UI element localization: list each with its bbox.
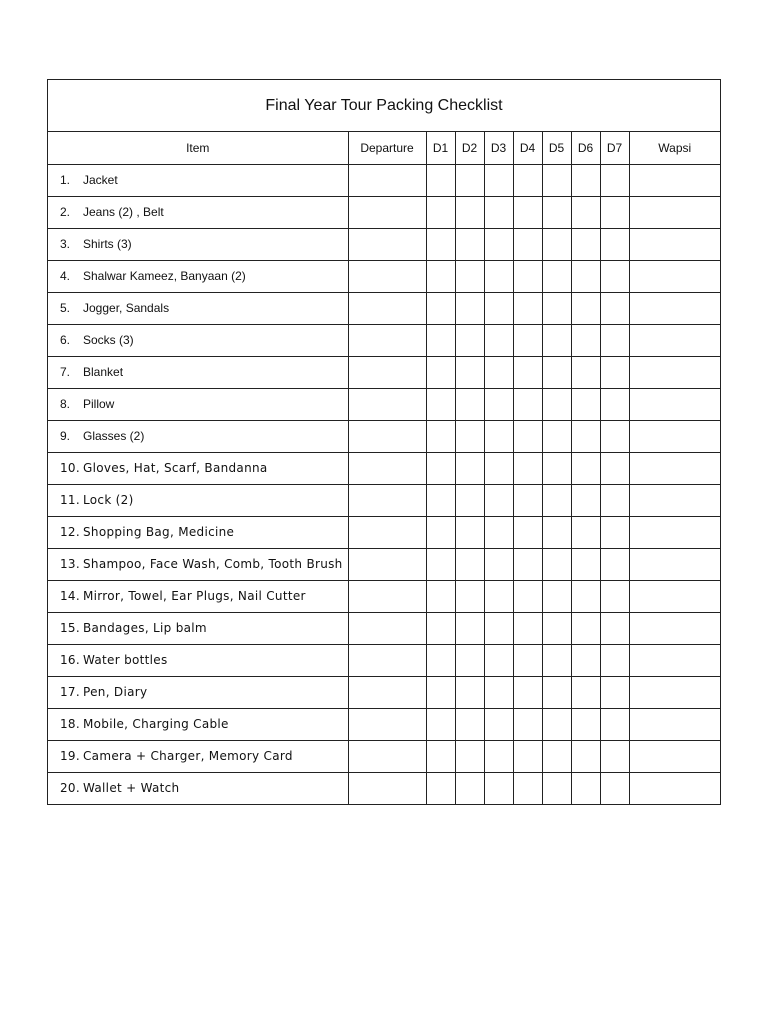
item-label: Socks (3) <box>83 332 134 347</box>
check-cell-d1 <box>426 484 455 516</box>
item-number: 12. <box>60 524 80 539</box>
check-cell-d2 <box>455 420 484 452</box>
item-number: 9. <box>60 428 71 443</box>
column-header-d3: D3 <box>484 132 513 164</box>
check-cell-d3 <box>484 516 513 548</box>
check-cell-departure <box>348 164 426 196</box>
check-cell-d2 <box>455 740 484 772</box>
item-number: 20. <box>60 780 80 795</box>
table-row <box>48 612 720 644</box>
check-cell-d4 <box>513 452 542 484</box>
check-cell-d3 <box>484 228 513 260</box>
item-content <box>60 430 348 443</box>
column-header-d2: D2 <box>455 132 484 164</box>
check-cell-d1 <box>426 324 455 356</box>
item-content <box>60 270 348 283</box>
check-cell-d7 <box>600 740 629 772</box>
item-label: Lock (2) <box>83 492 134 507</box>
check-cell-d2 <box>455 292 484 324</box>
check-cell-d3 <box>484 292 513 324</box>
check-cell-wapsi <box>629 548 720 580</box>
check-cell-d6 <box>571 548 600 580</box>
check-cell-d6 <box>571 676 600 708</box>
check-cell-d6 <box>571 420 600 452</box>
item-label: Camera + Charger, Memory Card <box>83 748 293 763</box>
check-cell-d1 <box>426 196 455 228</box>
item-label: Gloves, Hat, Scarf, Bandanna <box>83 460 268 475</box>
table-row <box>48 548 720 580</box>
check-cell-d6 <box>571 388 600 420</box>
table-row <box>48 484 720 516</box>
check-cell-d3 <box>484 676 513 708</box>
check-cell-d1 <box>426 612 455 644</box>
table-row <box>48 580 720 612</box>
check-cell-d6 <box>571 228 600 260</box>
check-cell-wapsi <box>629 612 720 644</box>
item-number: 6. <box>60 332 71 347</box>
check-cell-d5 <box>542 228 571 260</box>
check-cell-departure <box>348 548 426 580</box>
check-cell-d7 <box>600 644 629 676</box>
check-cell-departure <box>348 708 426 740</box>
check-cell-d3 <box>484 324 513 356</box>
check-cell-d1 <box>426 644 455 676</box>
checklist-title: Final Year Tour Packing Checklist <box>48 80 720 132</box>
check-cell-wapsi <box>629 388 720 420</box>
item-number: 13. <box>60 556 80 571</box>
check-cell-departure <box>348 484 426 516</box>
column-header-departure: Departure <box>348 132 426 164</box>
check-cell-d6 <box>571 516 600 548</box>
item-content <box>60 334 348 347</box>
check-cell-d7 <box>600 708 629 740</box>
column-header-d1: D1 <box>426 132 455 164</box>
check-cell-d4 <box>513 196 542 228</box>
column-header-d7: D7 <box>600 132 629 164</box>
table-row <box>48 196 720 228</box>
check-cell-d4 <box>513 580 542 612</box>
check-cell-departure <box>348 292 426 324</box>
check-cell-d7 <box>600 292 629 324</box>
table-row <box>48 676 720 708</box>
check-cell-d2 <box>455 644 484 676</box>
item-number: 2. <box>60 204 71 219</box>
check-cell-d5 <box>542 356 571 388</box>
item-label: Jogger, Sandals <box>83 300 170 315</box>
check-cell-departure <box>348 740 426 772</box>
item-number: 3. <box>60 236 71 251</box>
check-cell-d7 <box>600 228 629 260</box>
check-cell-departure <box>348 452 426 484</box>
item-label: Blanket <box>83 364 124 379</box>
item-cell <box>48 420 348 452</box>
check-cell-d6 <box>571 324 600 356</box>
check-cell-d3 <box>484 772 513 804</box>
item-label: Water bottles <box>83 652 168 667</box>
item-cell <box>48 676 348 708</box>
item-content <box>60 398 348 411</box>
item-number: 10. <box>60 460 80 475</box>
check-cell-d3 <box>484 196 513 228</box>
check-cell-d7 <box>600 196 629 228</box>
check-cell-d3 <box>484 644 513 676</box>
check-cell-departure <box>348 388 426 420</box>
check-cell-d1 <box>426 740 455 772</box>
check-cell-d5 <box>542 196 571 228</box>
item-cell <box>48 388 348 420</box>
check-cell-d3 <box>484 484 513 516</box>
check-cell-wapsi <box>629 676 720 708</box>
check-cell-d1 <box>426 516 455 548</box>
check-cell-d2 <box>455 676 484 708</box>
item-content <box>60 782 348 795</box>
check-cell-d3 <box>484 580 513 612</box>
item-label: Mobile, Charging Cable <box>83 716 229 731</box>
check-cell-wapsi <box>629 644 720 676</box>
item-content <box>60 366 348 379</box>
check-cell-d2 <box>455 580 484 612</box>
table-row <box>48 772 720 804</box>
check-cell-d1 <box>426 452 455 484</box>
item-label: Shirts (3) <box>83 236 132 251</box>
item-cell <box>48 164 348 196</box>
item-label: Pen, Diary <box>83 684 148 699</box>
check-cell-d2 <box>455 388 484 420</box>
check-cell-d6 <box>571 580 600 612</box>
check-cell-departure <box>348 772 426 804</box>
item-content <box>60 750 348 763</box>
check-cell-d7 <box>600 324 629 356</box>
check-cell-d6 <box>571 740 600 772</box>
check-cell-wapsi <box>629 420 720 452</box>
item-number: 8. <box>60 396 71 411</box>
check-cell-d7 <box>600 420 629 452</box>
item-cell <box>48 196 348 228</box>
check-cell-d4 <box>513 484 542 516</box>
check-cell-d5 <box>542 324 571 356</box>
check-cell-d4 <box>513 164 542 196</box>
table-row <box>48 228 720 260</box>
check-cell-wapsi <box>629 580 720 612</box>
item-cell <box>48 516 348 548</box>
check-cell-d4 <box>513 548 542 580</box>
check-cell-d5 <box>542 420 571 452</box>
check-cell-d1 <box>426 548 455 580</box>
check-cell-d1 <box>426 292 455 324</box>
item-content <box>60 590 348 603</box>
item-label: Pillow <box>83 396 115 411</box>
check-cell-d5 <box>542 260 571 292</box>
check-cell-departure <box>348 324 426 356</box>
check-cell-d2 <box>455 260 484 292</box>
check-cell-d5 <box>542 708 571 740</box>
item-content <box>60 174 348 187</box>
item-number: 7. <box>60 364 71 379</box>
item-label: Jeans (2) , Belt <box>83 204 164 219</box>
check-cell-d1 <box>426 260 455 292</box>
checklist-sheet <box>47 79 721 805</box>
check-cell-d3 <box>484 420 513 452</box>
item-cell <box>48 612 348 644</box>
check-cell-d4 <box>513 388 542 420</box>
check-cell-d7 <box>600 548 629 580</box>
check-cell-wapsi <box>629 260 720 292</box>
column-header-d5: D5 <box>542 132 571 164</box>
check-cell-departure <box>348 676 426 708</box>
item-cell <box>48 324 348 356</box>
check-cell-d4 <box>513 228 542 260</box>
item-cell <box>48 548 348 580</box>
check-cell-d6 <box>571 484 600 516</box>
check-cell-departure <box>348 516 426 548</box>
check-cell-d6 <box>571 612 600 644</box>
check-cell-d2 <box>455 484 484 516</box>
check-cell-d6 <box>571 292 600 324</box>
check-cell-departure <box>348 420 426 452</box>
item-content <box>60 494 348 507</box>
check-cell-wapsi <box>629 516 720 548</box>
item-number: 15. <box>60 620 80 635</box>
item-label: Glasses (2) <box>83 428 145 443</box>
check-cell-departure <box>348 260 426 292</box>
check-cell-d4 <box>513 356 542 388</box>
check-cell-d4 <box>513 292 542 324</box>
table-row <box>48 516 720 548</box>
check-cell-departure <box>348 356 426 388</box>
check-cell-wapsi <box>629 708 720 740</box>
check-cell-d5 <box>542 548 571 580</box>
item-label: Bandages, Lip balm <box>83 620 207 635</box>
check-cell-d5 <box>542 580 571 612</box>
check-cell-d5 <box>542 484 571 516</box>
check-cell-wapsi <box>629 164 720 196</box>
check-cell-d3 <box>484 708 513 740</box>
check-cell-d7 <box>600 388 629 420</box>
table-row <box>48 644 720 676</box>
check-cell-d3 <box>484 260 513 292</box>
table-row <box>48 388 720 420</box>
check-cell-d6 <box>571 708 600 740</box>
item-number: 14. <box>60 588 80 603</box>
check-cell-wapsi <box>629 484 720 516</box>
check-cell-departure <box>348 196 426 228</box>
item-number: 1. <box>60 172 71 187</box>
check-cell-d1 <box>426 580 455 612</box>
item-content <box>60 654 348 667</box>
check-cell-d4 <box>513 740 542 772</box>
check-cell-d6 <box>571 644 600 676</box>
item-label: Shalwar Kameez, Banyaan (2) <box>83 268 246 283</box>
table-row <box>48 164 720 196</box>
check-cell-wapsi <box>629 356 720 388</box>
check-cell-d4 <box>513 612 542 644</box>
column-header-item: Item <box>48 132 348 164</box>
item-cell <box>48 356 348 388</box>
item-cell <box>48 740 348 772</box>
item-number: 5. <box>60 300 71 315</box>
check-cell-d5 <box>542 740 571 772</box>
check-cell-d2 <box>455 708 484 740</box>
item-number: 17. <box>60 684 80 699</box>
check-cell-d4 <box>513 708 542 740</box>
check-cell-d7 <box>600 612 629 644</box>
check-cell-d5 <box>542 772 571 804</box>
check-cell-departure <box>348 228 426 260</box>
check-cell-d6 <box>571 452 600 484</box>
header-row <box>48 132 720 164</box>
check-cell-wapsi <box>629 228 720 260</box>
check-cell-d4 <box>513 676 542 708</box>
table-row <box>48 260 720 292</box>
check-cell-d2 <box>455 612 484 644</box>
check-cell-d1 <box>426 676 455 708</box>
check-cell-d3 <box>484 740 513 772</box>
item-number: 16. <box>60 652 80 667</box>
check-cell-d7 <box>600 164 629 196</box>
item-cell <box>48 644 348 676</box>
item-content <box>60 302 348 315</box>
check-cell-d2 <box>455 548 484 580</box>
table-row <box>48 740 720 772</box>
check-cell-d3 <box>484 356 513 388</box>
item-content <box>60 526 348 539</box>
check-cell-d2 <box>455 228 484 260</box>
check-cell-d2 <box>455 356 484 388</box>
check-cell-d5 <box>542 644 571 676</box>
check-cell-d1 <box>426 708 455 740</box>
check-cell-d7 <box>600 580 629 612</box>
check-cell-d2 <box>455 324 484 356</box>
item-number: 19. <box>60 748 80 763</box>
check-cell-d1 <box>426 164 455 196</box>
table-row <box>48 292 720 324</box>
check-cell-d1 <box>426 772 455 804</box>
check-cell-d2 <box>455 516 484 548</box>
column-header-d4: D4 <box>513 132 542 164</box>
check-cell-d4 <box>513 516 542 548</box>
table-row <box>48 420 720 452</box>
check-cell-d4 <box>513 420 542 452</box>
item-content <box>60 718 348 731</box>
item-content <box>60 622 348 635</box>
check-cell-departure <box>348 644 426 676</box>
check-cell-d2 <box>455 452 484 484</box>
item-cell <box>48 484 348 516</box>
check-cell-d1 <box>426 228 455 260</box>
item-cell <box>48 708 348 740</box>
table-row <box>48 356 720 388</box>
item-cell <box>48 452 348 484</box>
table-row <box>48 452 720 484</box>
check-cell-d7 <box>600 772 629 804</box>
table-row <box>48 708 720 740</box>
check-cell-d5 <box>542 164 571 196</box>
check-cell-d5 <box>542 388 571 420</box>
check-cell-departure <box>348 612 426 644</box>
table-row <box>48 324 720 356</box>
check-cell-departure <box>348 580 426 612</box>
check-cell-wapsi <box>629 740 720 772</box>
check-cell-d6 <box>571 164 600 196</box>
check-cell-d6 <box>571 772 600 804</box>
item-number: 11. <box>60 492 80 507</box>
column-header-wapsi: Wapsi <box>629 132 720 164</box>
check-cell-d7 <box>600 676 629 708</box>
checklist-table <box>48 132 720 804</box>
check-cell-d7 <box>600 452 629 484</box>
check-cell-d4 <box>513 324 542 356</box>
check-cell-d2 <box>455 164 484 196</box>
check-cell-wapsi <box>629 196 720 228</box>
check-cell-d1 <box>426 356 455 388</box>
check-cell-d6 <box>571 260 600 292</box>
check-cell-d4 <box>513 260 542 292</box>
check-cell-d5 <box>542 516 571 548</box>
check-cell-d6 <box>571 196 600 228</box>
check-cell-d7 <box>600 260 629 292</box>
check-cell-d7 <box>600 516 629 548</box>
check-cell-d3 <box>484 388 513 420</box>
item-content <box>60 206 348 219</box>
item-cell <box>48 292 348 324</box>
item-label: Wallet + Watch <box>83 780 180 795</box>
check-cell-d3 <box>484 548 513 580</box>
check-cell-d5 <box>542 452 571 484</box>
check-cell-d5 <box>542 292 571 324</box>
check-cell-d2 <box>455 196 484 228</box>
check-cell-d7 <box>600 484 629 516</box>
item-content <box>60 462 348 475</box>
item-cell <box>48 772 348 804</box>
check-cell-d3 <box>484 612 513 644</box>
item-label: Shampoo, Face Wash, Comb, Tooth Brush <box>83 556 343 571</box>
check-cell-d2 <box>455 772 484 804</box>
item-number: 18. <box>60 716 80 731</box>
item-content <box>60 686 348 699</box>
check-cell-d6 <box>571 356 600 388</box>
item-cell <box>48 580 348 612</box>
check-cell-d1 <box>426 420 455 452</box>
check-cell-wapsi <box>629 772 720 804</box>
check-cell-d3 <box>484 164 513 196</box>
check-cell-d4 <box>513 772 542 804</box>
item-number: 4. <box>60 268 71 283</box>
item-content <box>60 558 348 571</box>
check-cell-d5 <box>542 612 571 644</box>
check-cell-wapsi <box>629 292 720 324</box>
check-cell-d1 <box>426 388 455 420</box>
check-cell-d3 <box>484 452 513 484</box>
check-cell-d7 <box>600 356 629 388</box>
check-cell-wapsi <box>629 452 720 484</box>
item-label: Jacket <box>83 172 118 187</box>
column-header-d6: D6 <box>571 132 600 164</box>
item-cell <box>48 260 348 292</box>
check-cell-d4 <box>513 644 542 676</box>
item-content <box>60 238 348 251</box>
item-label: Shopping Bag, Medicine <box>83 524 235 539</box>
check-cell-wapsi <box>629 324 720 356</box>
item-label: Mirror, Towel, Ear Plugs, Nail Cutter <box>83 588 306 603</box>
check-cell-d5 <box>542 676 571 708</box>
item-cell <box>48 228 348 260</box>
